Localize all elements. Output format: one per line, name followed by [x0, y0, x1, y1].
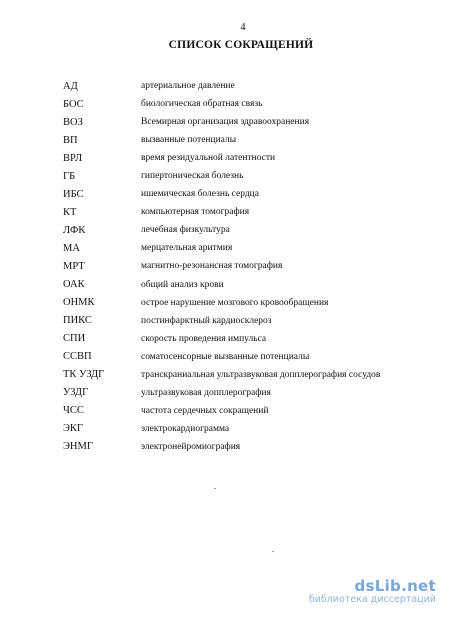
abbreviation-definition: гипертоническая болезнь — [141, 171, 244, 182]
abbreviation-term: ТК УЗДГ — [63, 369, 105, 381]
abbreviation-term: ВРЛ — [63, 152, 83, 164]
abbreviation-row — [63, 113, 443, 131]
abbreviation-row — [63, 348, 443, 366]
abbreviation-row — [63, 167, 443, 185]
abbreviation-definition: ишемическая болезнь сердца — [141, 189, 259, 200]
abbreviation-definition: Всемирная организация здравоохранения — [141, 117, 310, 128]
abbreviation-term: ЭНМГ — [63, 441, 93, 453]
abbreviation-definition: общий анализ крови — [141, 279, 224, 290]
abbreviation-definition: магнитно-резонансная томография — [141, 261, 283, 272]
scan-speck — [214, 488, 216, 489]
abbreviation-row — [63, 95, 443, 113]
abbreviation-row — [63, 312, 443, 330]
abbreviation-row — [63, 239, 443, 257]
abbreviation-row — [63, 438, 443, 456]
page-title: СПИСОК СОКРАЩЕНИЙ — [168, 39, 314, 51]
abbreviation-row — [63, 276, 443, 294]
page-number: 4 — [240, 22, 246, 33]
abbreviation-row — [63, 420, 443, 438]
watermark — [309, 578, 436, 606]
abbreviation-term: ЛФК — [63, 224, 86, 236]
abbreviation-definition: частота сердечных сокращений — [141, 405, 269, 416]
abbreviation-definition: острое нарушение мозгового кровообращения — [141, 297, 329, 308]
abbreviation-row — [63, 384, 443, 402]
scan-speck — [272, 551, 274, 552]
abbreviation-definition: лечебная физкультура — [141, 225, 230, 236]
abbreviation-term: СПИ — [63, 333, 86, 345]
abbreviation-definition: ультразвуковая допплерография — [141, 387, 271, 398]
watermark-logo: dsLib.net — [354, 577, 436, 595]
abbreviation-row — [63, 185, 443, 203]
abbreviation-term: МРТ — [63, 260, 85, 272]
abbreviation-row — [63, 402, 443, 420]
abbreviation-term: ПИКС — [63, 315, 92, 327]
abbreviation-term: ГБ — [63, 170, 76, 182]
abbreviation-term: ССВП — [63, 351, 92, 363]
abbreviation-definition: постинфарктный кардиосклероз — [141, 315, 272, 326]
abbreviation-term: МА — [63, 242, 80, 254]
abbreviation-definition: время резидуальной латентности — [141, 153, 276, 164]
abbreviation-definition: электронейромиография — [141, 441, 241, 452]
abbreviation-term: ЭКГ — [63, 423, 84, 435]
abbreviation-row — [63, 221, 443, 239]
abbreviation-list — [63, 77, 443, 456]
abbreviation-row — [63, 203, 443, 221]
abbreviation-row — [63, 294, 443, 312]
abbreviation-term: ОАК — [63, 279, 85, 291]
abbreviation-term: ИБС — [63, 188, 84, 200]
watermark-subtitle: библиотека диссертаций — [308, 594, 436, 605]
abbreviation-term: ВП — [63, 134, 78, 146]
abbreviation-row — [63, 149, 443, 167]
abbreviation-definition: компьютерная томография — [141, 207, 250, 218]
abbreviation-definition: соматосенсорные вызванные потенциалы — [141, 351, 310, 362]
abbreviation-row — [63, 131, 443, 149]
abbreviation-row — [63, 330, 443, 348]
abbreviation-definition: мерцательная аритмия — [141, 243, 233, 254]
abbreviation-term: ОНМК — [63, 297, 95, 309]
abbreviation-row — [63, 77, 443, 95]
abbreviation-row — [63, 257, 443, 275]
abbreviation-term: ВОЗ — [63, 116, 83, 128]
abbreviation-term: КТ — [63, 206, 77, 218]
abbreviation-term: ЧСС — [63, 405, 84, 417]
abbreviation-term: АД — [63, 80, 78, 92]
abbreviation-definition: вызванные потенциалы — [141, 135, 237, 146]
abbreviation-definition: транскраниальная ультразвуковая допплерография сосудов — [141, 369, 381, 380]
abbreviation-term: БОС — [63, 98, 84, 110]
abbreviation-definition: электрокардиограмма — [141, 423, 230, 434]
abbreviation-definition: артериальное давление — [141, 81, 235, 92]
abbreviation-term: УЗДГ — [63, 387, 89, 399]
abbreviation-definition: биологическая обратная связь — [141, 99, 263, 110]
abbreviation-definition: скорость проведения импульса — [141, 333, 267, 344]
abbreviation-row — [63, 366, 443, 384]
